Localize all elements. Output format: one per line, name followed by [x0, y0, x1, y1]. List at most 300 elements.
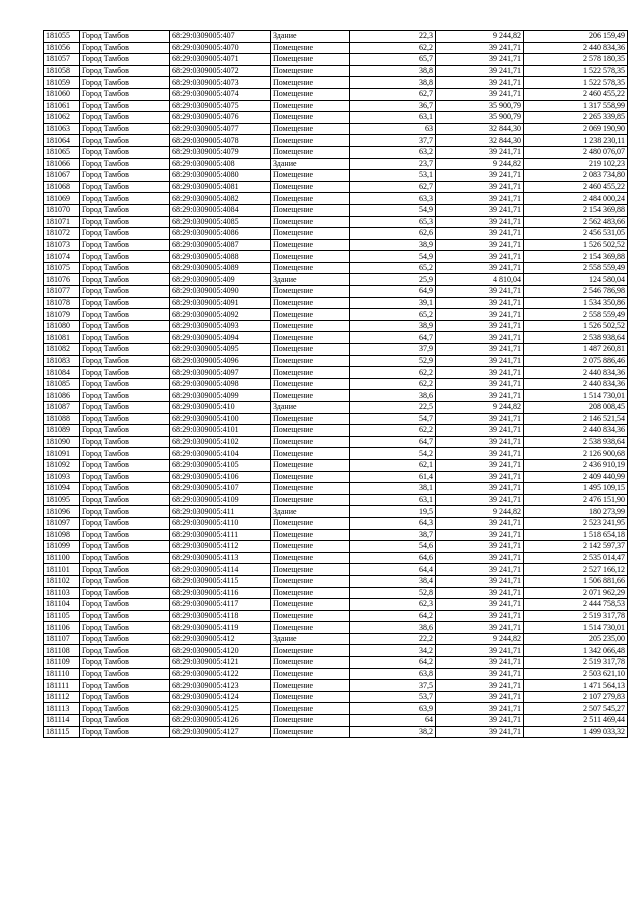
- table-row: [44, 135, 628, 147]
- record-number-cell: 181056: [44, 42, 80, 54]
- cadastral-number-cell: 68:29:0309005:4088: [170, 251, 271, 263]
- record-number-cell: 181085: [44, 378, 80, 390]
- specific-value-cell: 32 844,30: [436, 135, 524, 147]
- cadastral-value-cell: 1 514 730,01: [524, 622, 628, 634]
- table-row: [44, 216, 628, 228]
- record-number-cell: 181099: [44, 541, 80, 553]
- cadastral-value-cell: 1 471 564,13: [524, 680, 628, 692]
- area-cell: 64,3: [350, 517, 436, 529]
- cadastral-number-cell: 68:29:0309005:412: [170, 633, 271, 645]
- table-row: [44, 471, 628, 483]
- cadastral-number-cell: 68:29:0309005:407: [170, 31, 271, 43]
- cadastral-number-cell: 68:29:0309005:4078: [170, 135, 271, 147]
- specific-value-cell: 39 241,71: [436, 65, 524, 77]
- record-number-cell: 181110: [44, 668, 80, 680]
- cadastral-value-cell: 2 538 938,64: [524, 436, 628, 448]
- city-cell: Город Тамбов: [80, 610, 170, 622]
- city-cell: Город Тамбов: [80, 668, 170, 680]
- object-type-cell: Помещение: [271, 170, 350, 182]
- city-cell: Город Тамбов: [80, 529, 170, 541]
- area-cell: 38,4: [350, 575, 436, 587]
- record-number-cell: 181068: [44, 181, 80, 193]
- area-cell: 38,7: [350, 529, 436, 541]
- specific-value-cell: 39 241,71: [436, 355, 524, 367]
- table-row: [44, 564, 628, 576]
- cadastral-value-cell: 2 476 151,90: [524, 494, 628, 506]
- city-cell: Город Тамбов: [80, 54, 170, 66]
- area-cell: 19,5: [350, 506, 436, 518]
- record-number-cell: 181091: [44, 448, 80, 460]
- cadastral-number-cell: 68:29:0309005:4090: [170, 286, 271, 298]
- record-number-cell: 181059: [44, 77, 80, 89]
- record-number-cell: 181061: [44, 100, 80, 112]
- table-row: [44, 668, 628, 680]
- area-cell: 63,1: [350, 494, 436, 506]
- area-cell: 22,2: [350, 633, 436, 645]
- area-cell: 54,7: [350, 413, 436, 425]
- cadastral-number-cell: 68:29:0309005:4105: [170, 459, 271, 471]
- cadastral-value-cell: 2 440 834,36: [524, 378, 628, 390]
- city-cell: Город Тамбов: [80, 726, 170, 738]
- city-cell: Город Тамбов: [80, 367, 170, 379]
- object-type-cell: Здание: [271, 402, 350, 414]
- city-cell: Город Тамбов: [80, 170, 170, 182]
- cadastral-value-cell: 205 235,00: [524, 633, 628, 645]
- record-number-cell: 181111: [44, 680, 80, 692]
- cadastral-value-cell: 1 518 654,18: [524, 529, 628, 541]
- specific-value-cell: 39 241,71: [436, 517, 524, 529]
- cadastral-value-cell: 1 526 502,52: [524, 320, 628, 332]
- table-row: [44, 587, 628, 599]
- object-type-cell: Помещение: [271, 100, 350, 112]
- object-type-cell: Помещение: [271, 703, 350, 715]
- specific-value-cell: 39 241,71: [436, 494, 524, 506]
- table-row: [44, 88, 628, 100]
- cadastral-number-cell: 68:29:0309005:4099: [170, 390, 271, 402]
- cadastral-value-cell: 2 503 621,10: [524, 668, 628, 680]
- record-number-cell: 181070: [44, 204, 80, 216]
- object-type-cell: Помещение: [271, 645, 350, 657]
- cadastral-value-cell: 2 456 531,05: [524, 228, 628, 240]
- cadastral-value-cell: 2 519 317,78: [524, 610, 628, 622]
- table-row: [44, 541, 628, 553]
- area-cell: 63,1: [350, 112, 436, 124]
- record-number-cell: 181079: [44, 309, 80, 321]
- specific-value-cell: 39 241,71: [436, 181, 524, 193]
- table-row: [44, 633, 628, 645]
- area-cell: 63,9: [350, 703, 436, 715]
- cadastral-value-cell: 1 522 578,35: [524, 77, 628, 89]
- cadastral-number-cell: 68:29:0309005:4119: [170, 622, 271, 634]
- cadastral-number-cell: 68:29:0309005:411: [170, 506, 271, 518]
- record-number-cell: 181089: [44, 425, 80, 437]
- record-number-cell: 181075: [44, 262, 80, 274]
- cadastral-number-cell: 68:29:0309005:4111: [170, 529, 271, 541]
- area-cell: 38,9: [350, 320, 436, 332]
- city-cell: Город Тамбов: [80, 691, 170, 703]
- specific-value-cell: 39 241,71: [436, 703, 524, 715]
- city-cell: Город Тамбов: [80, 262, 170, 274]
- cadastral-number-cell: 68:29:0309005:4107: [170, 483, 271, 495]
- city-cell: Город Тамбов: [80, 633, 170, 645]
- cadastral-value-cell: 2 558 559,49: [524, 309, 628, 321]
- object-type-cell: Помещение: [271, 355, 350, 367]
- table-row: [44, 529, 628, 541]
- table-row: [44, 170, 628, 182]
- specific-value-cell: 9 244,82: [436, 402, 524, 414]
- record-number-cell: 181096: [44, 506, 80, 518]
- specific-value-cell: 39 241,71: [436, 77, 524, 89]
- object-type-cell: Помещение: [271, 680, 350, 692]
- object-type-cell: Помещение: [271, 378, 350, 390]
- record-number-cell: 181071: [44, 216, 80, 228]
- specific-value-cell: 39 241,71: [436, 448, 524, 460]
- city-cell: Город Тамбов: [80, 100, 170, 112]
- record-number-cell: 181072: [44, 228, 80, 240]
- city-cell: Город Тамбов: [80, 77, 170, 89]
- cadastral-number-cell: 68:29:0309005:4084: [170, 204, 271, 216]
- cadastral-number-cell: 68:29:0309005:4109: [170, 494, 271, 506]
- cadastral-number-cell: 68:29:0309005:4092: [170, 309, 271, 321]
- cadastral-value-cell: 2 436 910,19: [524, 459, 628, 471]
- object-type-cell: Помещение: [271, 251, 350, 263]
- cadastral-number-cell: 68:29:0309005:4100: [170, 413, 271, 425]
- object-type-cell: Помещение: [271, 54, 350, 66]
- cadastral-number-cell: 68:29:0309005:4096: [170, 355, 271, 367]
- area-cell: 62,7: [350, 181, 436, 193]
- specific-value-cell: 39 241,71: [436, 204, 524, 216]
- object-type-cell: Помещение: [271, 448, 350, 460]
- specific-value-cell: 4 810,04: [436, 274, 524, 286]
- record-number-cell: 181081: [44, 332, 80, 344]
- cadastral-value-cell: 2 480 076,07: [524, 146, 628, 158]
- object-type-cell: Помещение: [271, 262, 350, 274]
- cadastral-number-cell: 68:29:0309005:4110: [170, 517, 271, 529]
- specific-value-cell: 39 241,71: [436, 309, 524, 321]
- cadastral-number-cell: 68:29:0309005:4097: [170, 367, 271, 379]
- object-type-cell: Помещение: [271, 146, 350, 158]
- record-number-cell: 181067: [44, 170, 80, 182]
- table-row: [44, 645, 628, 657]
- table-row: [44, 31, 628, 43]
- record-number-cell: 181093: [44, 471, 80, 483]
- table-row: [44, 123, 628, 135]
- object-type-cell: Помещение: [271, 65, 350, 77]
- table-row: [44, 54, 628, 66]
- city-cell: Город Тамбов: [80, 587, 170, 599]
- object-type-cell: Помещение: [271, 344, 350, 356]
- cadastral-value-cell: 2 265 339,85: [524, 112, 628, 124]
- record-number-cell: 181066: [44, 158, 80, 170]
- area-cell: 37,7: [350, 135, 436, 147]
- cadastral-number-cell: 68:29:0309005:4093: [170, 320, 271, 332]
- record-number-cell: 181098: [44, 529, 80, 541]
- object-type-cell: Помещение: [271, 471, 350, 483]
- table-row: [44, 517, 628, 529]
- area-cell: 63,8: [350, 668, 436, 680]
- cadastral-value-cell: 2 126 900,68: [524, 448, 628, 460]
- cadastral-value-cell: 180 273,99: [524, 506, 628, 518]
- city-cell: Город Тамбов: [80, 413, 170, 425]
- area-cell: 53,1: [350, 170, 436, 182]
- table-row: [44, 332, 628, 344]
- area-cell: 63: [350, 123, 436, 135]
- area-cell: 22,5: [350, 402, 436, 414]
- city-cell: Город Тамбов: [80, 448, 170, 460]
- area-cell: 62,7: [350, 88, 436, 100]
- record-number-cell: 181101: [44, 564, 80, 576]
- area-cell: 64: [350, 715, 436, 727]
- area-cell: 65,2: [350, 309, 436, 321]
- specific-value-cell: 39 241,71: [436, 88, 524, 100]
- record-number-cell: 181095: [44, 494, 80, 506]
- table-row: [44, 610, 628, 622]
- table-row: [44, 297, 628, 309]
- specific-value-cell: 39 241,71: [436, 645, 524, 657]
- cadastral-value-cell: 206 159,49: [524, 31, 628, 43]
- city-cell: Город Тамбов: [80, 65, 170, 77]
- record-number-cell: 181062: [44, 112, 80, 124]
- city-cell: Город Тамбов: [80, 204, 170, 216]
- object-type-cell: Здание: [271, 633, 350, 645]
- object-type-cell: Помещение: [271, 483, 350, 495]
- cadastral-number-cell: 68:29:0309005:4080: [170, 170, 271, 182]
- object-type-cell: Помещение: [271, 77, 350, 89]
- object-type-cell: Помещение: [271, 587, 350, 599]
- record-number-cell: 181065: [44, 146, 80, 158]
- table-row: [44, 703, 628, 715]
- specific-value-cell: 39 241,71: [436, 146, 524, 158]
- table-row: [44, 42, 628, 54]
- cadastral-number-cell: 68:29:0309005:4091: [170, 297, 271, 309]
- table-row: [44, 309, 628, 321]
- city-cell: Город Тамбов: [80, 506, 170, 518]
- object-type-cell: Помещение: [271, 286, 350, 298]
- specific-value-cell: 39 241,71: [436, 297, 524, 309]
- specific-value-cell: 39 241,71: [436, 170, 524, 182]
- cadastral-number-cell: 68:29:0309005:4095: [170, 344, 271, 356]
- city-cell: Город Тамбов: [80, 622, 170, 634]
- city-cell: Город Тамбов: [80, 274, 170, 286]
- cadastral-value-cell: 2 538 938,64: [524, 332, 628, 344]
- object-type-cell: Здание: [271, 274, 350, 286]
- city-cell: Город Тамбов: [80, 181, 170, 193]
- record-number-cell: 181114: [44, 715, 80, 727]
- cadastral-number-cell: 68:29:0309005:4073: [170, 77, 271, 89]
- record-number-cell: 181073: [44, 239, 80, 251]
- object-type-cell: Помещение: [271, 135, 350, 147]
- record-number-cell: 181108: [44, 645, 80, 657]
- cadastral-number-cell: 68:29:0309005:4104: [170, 448, 271, 460]
- specific-value-cell: 39 241,71: [436, 344, 524, 356]
- cadastral-number-cell: 68:29:0309005:4126: [170, 715, 271, 727]
- specific-value-cell: 39 241,71: [436, 216, 524, 228]
- cadastral-number-cell: 68:29:0309005:4074: [170, 88, 271, 100]
- record-number-cell: 181097: [44, 517, 80, 529]
- area-cell: 54,6: [350, 541, 436, 553]
- area-cell: 62,2: [350, 425, 436, 437]
- table-row: [44, 158, 628, 170]
- record-number-cell: 181107: [44, 633, 80, 645]
- area-cell: 61,4: [350, 471, 436, 483]
- specific-value-cell: 9 244,82: [436, 633, 524, 645]
- specific-value-cell: 39 241,71: [436, 193, 524, 205]
- table-row: [44, 193, 628, 205]
- city-cell: Город Тамбов: [80, 575, 170, 587]
- area-cell: 62,1: [350, 459, 436, 471]
- city-cell: Город Тамбов: [80, 251, 170, 263]
- cadastral-number-cell: 68:29:0309005:4123: [170, 680, 271, 692]
- cadastral-value-cell: 2 535 014,47: [524, 552, 628, 564]
- cadastral-value-cell: 2 444 758,53: [524, 599, 628, 611]
- table-row: [44, 425, 628, 437]
- record-number-cell: 181102: [44, 575, 80, 587]
- city-cell: Город Тамбов: [80, 286, 170, 298]
- city-cell: Город Тамбов: [80, 402, 170, 414]
- object-type-cell: Помещение: [271, 204, 350, 216]
- table-row: [44, 228, 628, 240]
- city-cell: Город Тамбов: [80, 228, 170, 240]
- object-type-cell: Помещение: [271, 552, 350, 564]
- cadastral-value-cell: 2 523 241,95: [524, 517, 628, 529]
- specific-value-cell: 39 241,71: [436, 575, 524, 587]
- specific-value-cell: 39 241,71: [436, 262, 524, 274]
- cadastral-number-cell: 68:29:0309005:4101: [170, 425, 271, 437]
- specific-value-cell: 39 241,71: [436, 367, 524, 379]
- table-row: [44, 448, 628, 460]
- specific-value-cell: 39 241,71: [436, 668, 524, 680]
- cadastral-value-cell: 2 460 455,22: [524, 181, 628, 193]
- area-cell: 37,5: [350, 680, 436, 692]
- specific-value-cell: 35 900,79: [436, 112, 524, 124]
- area-cell: 22,3: [350, 31, 436, 43]
- area-cell: 36,7: [350, 100, 436, 112]
- cadastral-value-cell: 2 578 180,35: [524, 54, 628, 66]
- city-cell: Город Тамбов: [80, 332, 170, 344]
- cadastral-value-cell: 2 558 559,49: [524, 262, 628, 274]
- cadastral-value-cell: 2 440 834,36: [524, 425, 628, 437]
- specific-value-cell: 39 241,71: [436, 228, 524, 240]
- area-cell: 62,6: [350, 228, 436, 240]
- table-row: [44, 657, 628, 669]
- table-row: [44, 726, 628, 738]
- record-number-cell: 181103: [44, 587, 80, 599]
- table-row: [44, 367, 628, 379]
- table-row: [44, 146, 628, 158]
- table-row: [44, 181, 628, 193]
- object-type-cell: Помещение: [271, 123, 350, 135]
- area-cell: 38,9: [350, 239, 436, 251]
- cadastral-value-cell: 2 154 369,88: [524, 204, 628, 216]
- specific-value-cell: 39 241,71: [436, 599, 524, 611]
- object-type-cell: Помещение: [271, 320, 350, 332]
- cadastral-number-cell: 68:29:0309005:4121: [170, 657, 271, 669]
- cadastral-value-cell: 2 142 597,37: [524, 541, 628, 553]
- city-cell: Город Тамбов: [80, 517, 170, 529]
- record-number-cell: 181063: [44, 123, 80, 135]
- area-cell: 54,9: [350, 251, 436, 263]
- cadastral-value-cell: 2 519 317,78: [524, 657, 628, 669]
- cadastral-value-cell: 2 546 786,98: [524, 286, 628, 298]
- cadastral-number-cell: 68:29:0309005:4077: [170, 123, 271, 135]
- record-number-cell: 181074: [44, 251, 80, 263]
- cadastral-number-cell: 68:29:0309005:4122: [170, 668, 271, 680]
- table-row: [44, 402, 628, 414]
- cadastral-number-cell: 68:29:0309005:410: [170, 402, 271, 414]
- cadastral-value-cell: 2 409 440,99: [524, 471, 628, 483]
- cadastral-number-cell: 68:29:0309005:4070: [170, 42, 271, 54]
- record-number-cell: 181064: [44, 135, 80, 147]
- cadastral-number-cell: 68:29:0309005:4072: [170, 65, 271, 77]
- area-cell: 62,2: [350, 42, 436, 54]
- specific-value-cell: 39 241,71: [436, 239, 524, 251]
- object-type-cell: Помещение: [271, 529, 350, 541]
- cadastral-value-cell: 1 487 260,81: [524, 344, 628, 356]
- cadastral-number-cell: 68:29:0309005:4076: [170, 112, 271, 124]
- cadastral-value-cell: 2 440 834,36: [524, 42, 628, 54]
- record-number-cell: 181112: [44, 691, 80, 703]
- table-row: [44, 274, 628, 286]
- city-cell: Город Тамбов: [80, 564, 170, 576]
- record-number-cell: 181100: [44, 552, 80, 564]
- specific-value-cell: 39 241,71: [436, 610, 524, 622]
- specific-value-cell: 39 241,71: [436, 587, 524, 599]
- record-number-cell: 181094: [44, 483, 80, 495]
- city-cell: Город Тамбов: [80, 239, 170, 251]
- object-type-cell: Помещение: [271, 610, 350, 622]
- cadastral-number-cell: 68:29:0309005:408: [170, 158, 271, 170]
- area-cell: 62,3: [350, 599, 436, 611]
- cadastral-value-cell: 2 527 166,12: [524, 564, 628, 576]
- city-cell: Город Тамбов: [80, 88, 170, 100]
- cadastral-number-cell: 68:29:0309005:4075: [170, 100, 271, 112]
- cadastral-number-cell: 68:29:0309005:409: [170, 274, 271, 286]
- cadastral-value-cell: 2 440 834,36: [524, 367, 628, 379]
- area-cell: 38,6: [350, 622, 436, 634]
- record-number-cell: 181115: [44, 726, 80, 738]
- city-cell: Город Тамбов: [80, 344, 170, 356]
- record-number-cell: 181105: [44, 610, 80, 622]
- specific-value-cell: 39 241,71: [436, 715, 524, 727]
- city-cell: Город Тамбов: [80, 645, 170, 657]
- specific-value-cell: 39 241,71: [436, 691, 524, 703]
- area-cell: 62,2: [350, 367, 436, 379]
- specific-value-cell: 39 241,71: [436, 413, 524, 425]
- record-number-cell: 181083: [44, 355, 80, 367]
- city-cell: Город Тамбов: [80, 494, 170, 506]
- table-row: [44, 436, 628, 448]
- record-number-cell: 181080: [44, 320, 80, 332]
- city-cell: Город Тамбов: [80, 459, 170, 471]
- area-cell: 64,7: [350, 332, 436, 344]
- cadastral-value-cell: 1 317 558,99: [524, 100, 628, 112]
- table-row: [44, 680, 628, 692]
- table-row: [44, 77, 628, 89]
- specific-value-cell: 39 241,71: [436, 42, 524, 54]
- cadastral-value-cell: 2 146 521,54: [524, 413, 628, 425]
- table-row: [44, 691, 628, 703]
- table-row: [44, 65, 628, 77]
- cadastral-value-cell: 2 460 455,22: [524, 88, 628, 100]
- cadastral-number-cell: 68:29:0309005:4124: [170, 691, 271, 703]
- table-row: [44, 506, 628, 518]
- object-type-cell: Помещение: [271, 112, 350, 124]
- cadastral-value-cell: 2 071 962,29: [524, 587, 628, 599]
- specific-value-cell: 39 241,71: [436, 251, 524, 263]
- record-number-cell: 181082: [44, 344, 80, 356]
- specific-value-cell: 39 241,71: [436, 425, 524, 437]
- area-cell: 62,2: [350, 378, 436, 390]
